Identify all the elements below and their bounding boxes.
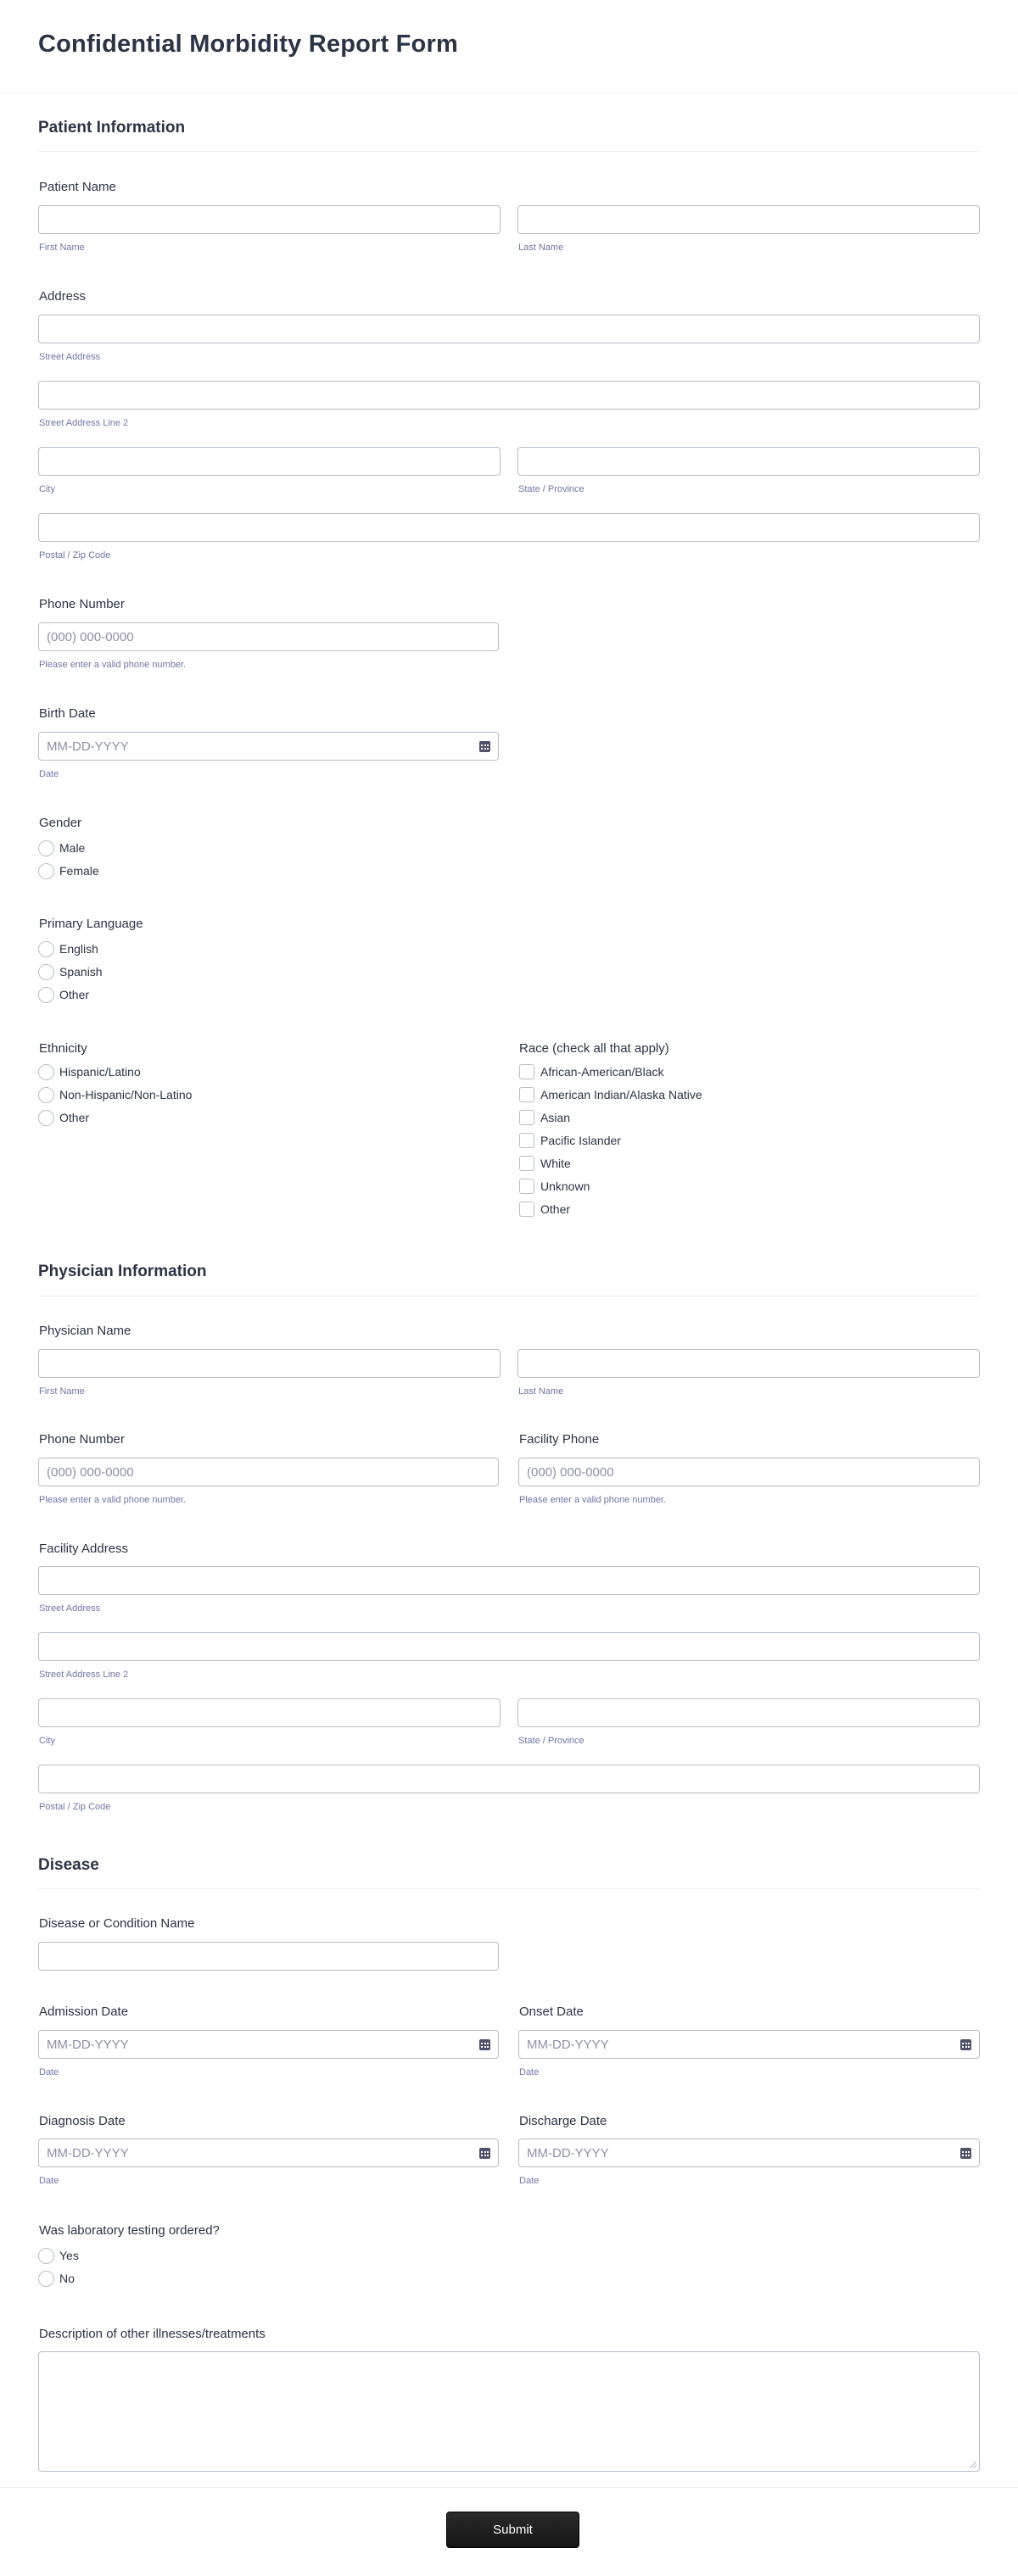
option-label: Female: [59, 864, 99, 878]
onset-date-input[interactable]: [518, 2030, 980, 2059]
facility-street-input[interactable]: [38, 1566, 980, 1595]
checkbox[interactable]: [519, 1202, 534, 1217]
option-label: Spanish: [59, 965, 103, 979]
diagnosis-date-input[interactable]: [38, 2138, 499, 2167]
discharge-date-label: Discharge Date: [519, 2114, 607, 2128]
description-textarea[interactable]: [38, 2351, 980, 2472]
first-name-sublabel: First Name: [39, 1386, 85, 1397]
postal-code-input[interactable]: [38, 513, 980, 542]
onset-date-label: Onset Date: [519, 2004, 584, 2019]
calendar-icon[interactable]: [479, 2039, 490, 2050]
date-placeholder: MM-DD-YYYY: [527, 2146, 609, 2161]
disease-name-input[interactable]: [38, 1942, 499, 1971]
option-label: Other: [540, 1202, 571, 1216]
phone-number-input[interactable]: [38, 622, 499, 651]
radio-button[interactable]: [38, 941, 54, 957]
description-label: Description of other illnesses/treatments: [39, 2327, 266, 2341]
option-label: Non-Hispanic/Non-Latino: [59, 1088, 193, 1101]
gender-label: Gender: [39, 816, 82, 830]
checkbox[interactable]: [519, 1064, 534, 1079]
option-label: Other: [59, 988, 90, 1001]
facility-address-label: Facility Address: [39, 1542, 129, 1556]
street-address-sublabel: Street Address: [39, 352, 101, 362]
date-placeholder: MM-DD-YYYY: [527, 2038, 609, 2052]
street-address-input[interactable]: [38, 315, 980, 343]
physician-phone-label: Phone Number: [39, 1432, 125, 1447]
state-sublabel: State / Province: [518, 484, 585, 494]
primary-language-label: Primary Language: [39, 917, 143, 931]
diagnosis-date-label: Diagnosis Date: [39, 2114, 126, 2128]
race-label: Race (check all that apply): [519, 1041, 669, 1056]
admission-date-input[interactable]: [38, 2030, 499, 2059]
lab-testing-label: Was laboratory testing ordered?: [39, 2223, 220, 2238]
city-sublabel: City: [39, 484, 55, 494]
submit-button[interactable]: Submit: [446, 2512, 579, 2548]
checkbox[interactable]: [519, 1087, 534, 1102]
city-sublabel: City: [39, 1736, 55, 1746]
option-label: White: [540, 1157, 571, 1170]
state-sublabel: State / Province: [518, 1736, 585, 1746]
option-label: No: [59, 2272, 75, 2285]
option-label: Yes: [59, 2249, 79, 2262]
calendar-icon[interactable]: [479, 741, 490, 752]
calendar-icon[interactable]: [960, 2148, 971, 2159]
phone-hint: Please enter a valid phone number.: [39, 660, 187, 670]
radio-button[interactable]: [38, 863, 54, 879]
section-divider: [38, 1888, 980, 1889]
disease-name-label: Disease or Condition Name: [39, 1916, 195, 1931]
ethnicity-label: Ethnicity: [39, 1041, 87, 1056]
street-address-line2-sublabel: Street Address Line 2: [39, 418, 129, 428]
phone-placeholder: (000) 000-0000: [47, 630, 134, 644]
option-label: African-American/Black: [540, 1065, 664, 1079]
date-sublabel: Date: [39, 2067, 59, 2077]
radio-button[interactable]: [38, 2248, 54, 2264]
phone-number-label: Phone Number: [39, 597, 125, 611]
patient-last-name-input[interactable]: [517, 205, 980, 234]
birth-date-label: Birth Date: [39, 706, 96, 721]
phone-placeholder: (000) 000-0000: [527, 1465, 614, 1480]
radio-button[interactable]: [38, 1064, 54, 1080]
patient-name-label: Patient Name: [39, 180, 116, 194]
checkbox[interactable]: [519, 1133, 534, 1148]
postal-code-sublabel: Postal / Zip Code: [39, 550, 111, 560]
section-title-physician: Physician Information: [38, 1263, 207, 1280]
option-label: Pacific Islander: [540, 1134, 621, 1147]
calendar-icon[interactable]: [960, 2039, 971, 2050]
resize-grip-icon[interactable]: [970, 2462, 976, 2468]
last-name-sublabel: Last Name: [518, 243, 564, 253]
option-label: American Indian/Alaska Native: [540, 1088, 702, 1101]
date-sublabel: Date: [39, 769, 59, 779]
phone-placeholder: (000) 000-0000: [47, 1465, 134, 1480]
street-address-line2-input[interactable]: [38, 381, 980, 410]
facility-state-input[interactable]: [517, 1698, 980, 1727]
postal-code-sublabel: Postal / Zip Code: [39, 1802, 111, 1812]
date-sublabel: Date: [519, 2176, 540, 2186]
street-address-line2-sublabel: Street Address Line 2: [39, 1670, 129, 1680]
option-label: Other: [59, 1111, 90, 1124]
option-label: Asian: [540, 1111, 571, 1124]
birth-date-input[interactable]: [38, 732, 499, 761]
physician-last-name-input[interactable]: [517, 1349, 980, 1378]
physician-name-label: Physician Name: [39, 1324, 131, 1338]
section-title-disease: Disease: [38, 1856, 99, 1874]
option-label: English: [59, 942, 98, 956]
facility-phone-label: Facility Phone: [519, 1432, 600, 1447]
date-sublabel: Date: [39, 2176, 59, 2186]
physician-first-name-input[interactable]: [38, 1349, 501, 1378]
address-label: Address: [39, 289, 87, 304]
option-label: Male: [59, 841, 86, 855]
section-title-patient: Patient Information: [38, 119, 186, 137]
date-placeholder: MM-DD-YYYY: [47, 2146, 129, 2161]
city-input[interactable]: [38, 447, 501, 476]
radio-button[interactable]: [38, 840, 54, 856]
state-input[interactable]: [517, 447, 980, 476]
checkbox[interactable]: [519, 1110, 534, 1125]
first-name-sublabel: First Name: [39, 243, 85, 253]
physician-phone-input[interactable]: [38, 1458, 499, 1486]
admission-date-label: Admission Date: [39, 2004, 129, 2019]
radio-button[interactable]: [38, 1110, 54, 1126]
last-name-sublabel: Last Name: [518, 1386, 564, 1397]
checkbox[interactable]: [519, 1156, 534, 1171]
radio-button[interactable]: [38, 1087, 54, 1103]
facility-postal-input[interactable]: [38, 1765, 980, 1793]
form-title: Confidential Morbidity Report Form: [38, 31, 458, 58]
phone-hint: Please enter a valid phone number.: [39, 1495, 187, 1505]
date-placeholder: MM-DD-YYYY: [47, 2038, 129, 2052]
form-header: [0, 0, 1018, 93]
checkbox[interactable]: [519, 1179, 534, 1194]
phone-hint: Please enter a valid phone number.: [519, 1495, 667, 1505]
facility-street-line2-input[interactable]: [38, 1632, 980, 1661]
patient-first-name-input[interactable]: [38, 205, 501, 234]
option-label: Hispanic/Latino: [59, 1065, 141, 1079]
calendar-icon[interactable]: [479, 2148, 490, 2159]
radio-button[interactable]: [38, 987, 54, 1003]
discharge-date-input[interactable]: [518, 2138, 980, 2167]
date-placeholder: MM-DD-YYYY: [47, 739, 129, 754]
street-address-sublabel: Street Address: [39, 1603, 101, 1614]
facility-city-input[interactable]: [38, 1698, 501, 1727]
radio-button[interactable]: [38, 964, 54, 980]
facility-phone-input[interactable]: [518, 1458, 980, 1486]
date-sublabel: Date: [519, 2067, 540, 2077]
section-divider: [38, 151, 980, 152]
option-label: Unknown: [540, 1179, 590, 1193]
radio-button[interactable]: [38, 2271, 54, 2287]
